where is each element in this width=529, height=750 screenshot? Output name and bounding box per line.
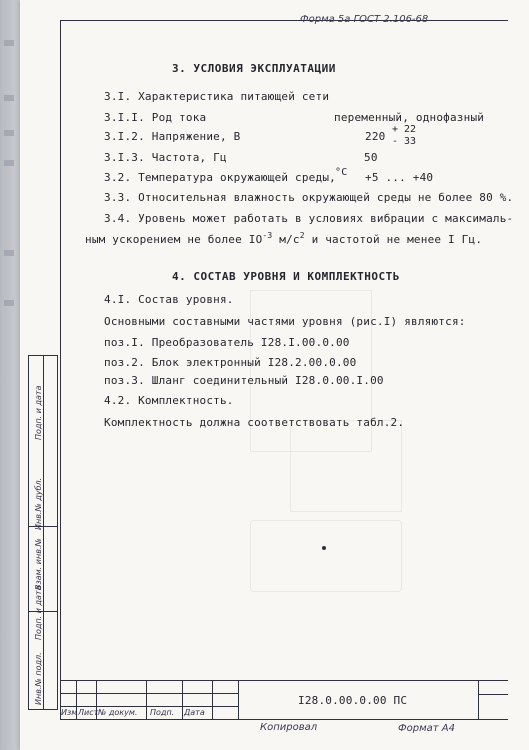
section-3-title: 3. УСЛОВИЯ ЭКСПЛУАТАЦИИ — [172, 62, 336, 75]
position-2: поз.2. Блок электронный I28.2.00.0.00 — [104, 356, 357, 369]
item-4-1: 4.I. Состав уровня. — [104, 293, 234, 306]
title-block-rule — [478, 680, 479, 720]
title-block-rule — [146, 680, 147, 720]
item-3-4-text-b: м/с — [272, 233, 300, 246]
title-block-label: Подп. — [150, 708, 175, 717]
document-code: I28.0.00.0.00 ПС — [298, 694, 408, 707]
title-block-rule — [212, 680, 213, 720]
voltage-value: 220 — [365, 130, 386, 143]
side-label-sign-date-1: Подп. и дата — [34, 585, 43, 640]
item-3-1-1-value: переменный, однофазный — [334, 111, 485, 124]
item-3-2: 3.2. Температура окружающей среды, — [104, 171, 336, 184]
form-stamp: Форма 5а ГОСТ 2.106-68 — [300, 14, 429, 25]
voltage-minus-tolerance: - 33 — [392, 136, 417, 147]
title-block-label: № докум. — [98, 708, 138, 717]
title-block-label: Лист — [78, 708, 99, 717]
item-3-1-3: 3.I.3. Частота, Гц — [104, 151, 227, 164]
title-block-label: Изм — [61, 708, 78, 717]
ink-dot — [322, 546, 326, 550]
side-label-sign-date-2: Подп. и дата — [34, 385, 43, 440]
side-label-inv-number: Инв.№ подл. — [34, 652, 43, 705]
title-block-rule — [182, 680, 183, 720]
side-stamp-box — [28, 355, 58, 710]
position-1: поз.I. Преобразователь I28.I.00.0.00 — [104, 336, 350, 349]
title-block-rule — [238, 680, 239, 720]
item-3-1: 3.I. Характеристика питающей сети — [104, 90, 330, 103]
position-3: поз.3. Шланг соединительный I28.0.00.I.00 — [104, 374, 384, 387]
item-4-2: 4.2. Комплектность. — [104, 394, 234, 407]
item-3-4-square: 2 — [299, 231, 305, 240]
item-3-1-2: 3.I.2. Напряжение, В — [104, 130, 241, 143]
item-3-4-text-c: и частотой не менее I Гц. — [304, 233, 483, 246]
drawing-frame — [60, 20, 508, 720]
composition-intro: Основными составными частями уровня (рис.I) являются: — [104, 315, 466, 328]
copied-by: Копировал — [260, 722, 318, 733]
item-3-4-line2 — [85, 233, 482, 246]
title-block-rule — [478, 694, 508, 695]
temperature-range: +5 ... +40 — [365, 171, 434, 184]
voltage-plus-tolerance: + 22 — [392, 124, 417, 135]
item-3-4-exponent: -3 — [262, 231, 273, 240]
side-label-duplicate-inv: Инв.№ дубл. — [34, 477, 43, 530]
completeness-text: Комплектность должна соответствовать табл.2. — [104, 416, 405, 429]
format-label: Формат А4 — [398, 723, 455, 734]
side-label-replacement-inv: Взам. инв.№ — [34, 538, 43, 590]
section-4-title: 4. СОСТАВ УРОВНЯ И КОМПЛЕКТНОСТЬ — [172, 270, 400, 283]
item-3-3: 3.3. Относительная влажность окружающей среды не более 80 %. — [104, 191, 514, 204]
temperature-unit: °С — [335, 167, 348, 178]
item-3-4-text-a: ным ускорением не более IO — [85, 233, 263, 246]
item-3-1-1: 3.I.I. Род тока — [104, 111, 207, 124]
title-block-label: Дата — [184, 708, 205, 717]
frequency-value: 50 — [364, 151, 378, 164]
item-3-4-line1: 3.4. Уровень может работать в условиях вибрации с максималь- — [104, 212, 514, 225]
